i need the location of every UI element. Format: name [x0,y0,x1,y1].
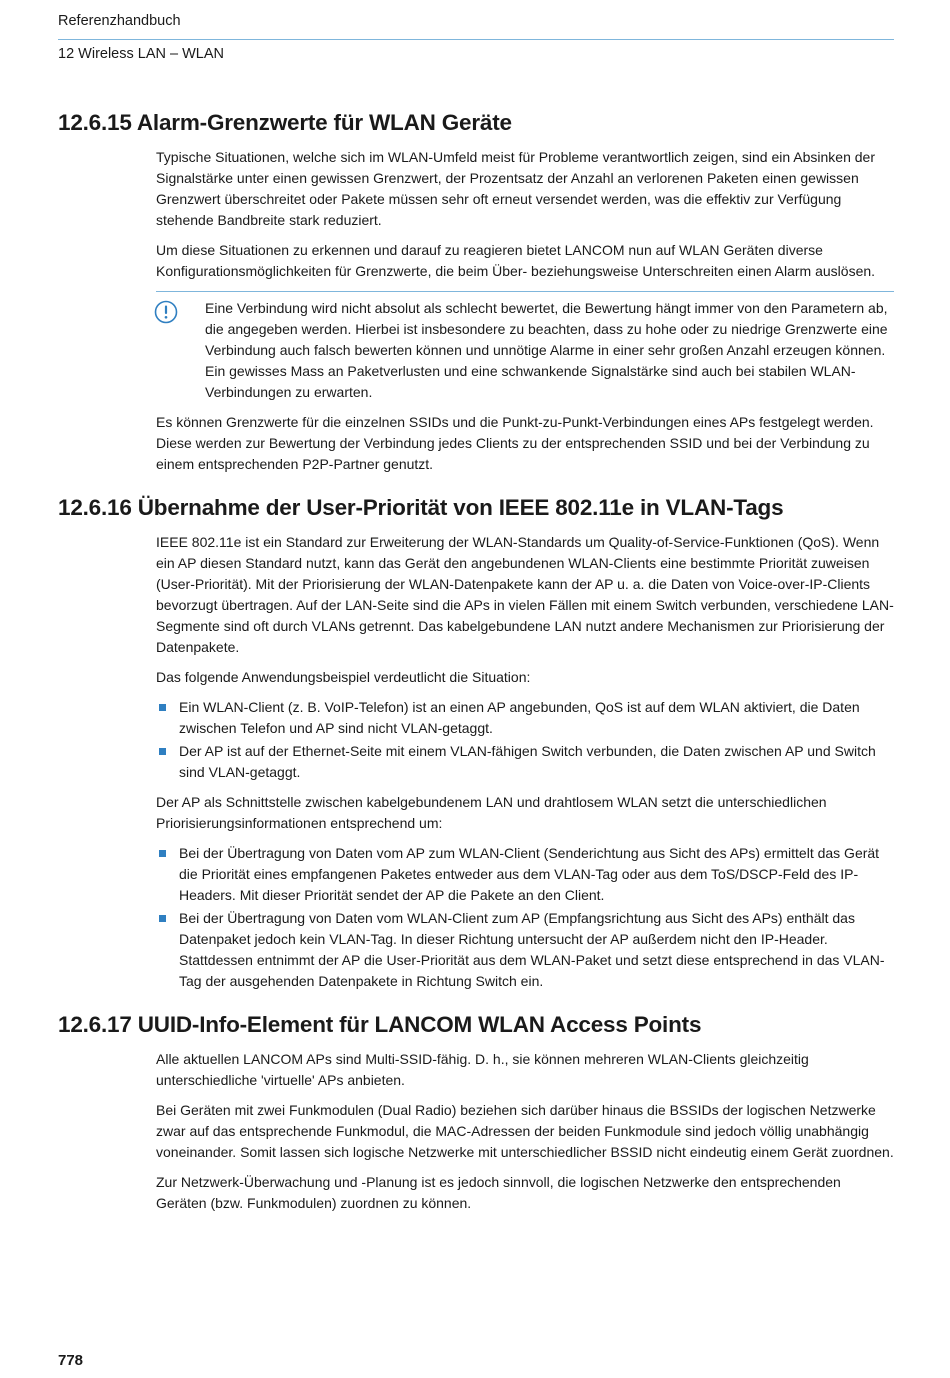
list-item [156,843,894,906]
list-item-text: Bei der Übertragung von Daten vom WLAN-Client zum AP (Empfangsrichtung aus Sicht des APs) enthält das Datenpaket jedoch kein VLAN-Tag. In dieser Richtung untersucht der AP außerdem nicht den IP-Header. Stattdessen entnimmt der AP die User-Priorität aus dem WLAN-Paket und setzt diese entsprechend in das VLAN-Tag der ausgehenden Datenpakete in Richtung Switch ein. [179,910,885,989]
page-number: 778 [58,1352,84,1369]
section-uuid-info-element [58,1010,894,1214]
paragraph: Alle aktuellen LANCOM APs sind Multi-SSID-fähig. D. h., sie können mehreren WLAN-Clients gleichzeitig unterschiedliche 'virtuelle' APs anbieten. [156,1051,809,1088]
note-text: Eine Verbindung wird nicht absolut als schlecht bewertet, die Bewertung hängt immer von den Parametern ab, die angegeben werden. Hierbei ist insbesondere zu beachten, dass zu hohe oder zu niedrige Grenzwerte eine Verbindung auch falsch bewerten können und unnötige Alarme in einer sehr großen Anzahl erzeugen können. Ein gewisses Mass an Paketverlusten und eine schwankende Signalstärke sind auch bei stabilen WLAN-Verbindungen zu erwarten. [205,300,888,400]
page-header [58,8,894,67]
section-heading: 12.6.15 Alarm-Grenzwerte für WLAN Geräte [58,110,512,135]
section-alarm-thresholds [58,108,894,475]
list-item-text: Ein WLAN-Client (z. B. VoIP-Telefon) ist an einen AP angebunden, QoS ist auf dem WLAN aktiviert, die Daten zwischen Telefon und AP sind nicht VLAN-getaggt. [179,699,860,736]
list-item [156,697,894,739]
chapter-title: 12 Wireless LAN – WLAN [58,46,224,62]
bullet-list [156,843,894,992]
paragraph: Das folgende Anwendungsbeispiel verdeutlicht die Situation: [156,669,531,685]
section-body [156,147,894,475]
bullet-list [156,697,894,783]
section-user-priority [58,493,894,992]
list-item [156,908,894,992]
paragraph: IEEE 802.11e ist ein Standard zur Erweiterung der WLAN-Standards um Quality-of-Service-Funktionen (QoS). Wenn ein AP diesen Standard nutzt, kann das Gerät den angebundenen WLAN-Clients eine bestimmte Priorität zuweisen (User-Priorität). Mit der Priorisierung der WLAN-Datenpakete kann der AP u. a. die Daten von Voice-over-IP-Clients bevorzugt übertragen. Auf der LAN-Seite sind die APs in vielen Fällen mit einem Switch verbunden, verschiedene LAN-Segmente sind oft durch VLANs getrennt. Das kabelgebundene LAN nutzt andere Mechanismen zur Priorisierung der Datenpakete. [156,534,894,655]
paragraph: Zur Netzwerk-Überwachung und -Planung ist es jedoch sinnvoll, die logischen Netzwerke den entsprechenden Geräten (bzw. Funkmodulen) zuordnen zu können. [156,1174,841,1211]
header-divider [58,39,894,40]
section-heading: 12.6.16 Übernahme der User-Priorität von IEEE 802.11e in VLAN-Tags [58,495,784,520]
paragraph: Bei Geräten mit zwei Funkmodulen (Dual Radio) beziehen sich darüber hinaus die BSSIDs der logischen Netzwerke zwar auf das entsprechende Funkmodul, die MAC-Adressen der beiden Funkmodule sind jedoch völlig unabhängig voneinander. Somit lassen sich logische Netzwerke mit unterschiedlicher BSSID nicht eindeutig einem Gerät zuordnen. [156,1102,894,1160]
document-title: Referenzhandbuch [58,13,181,29]
section-body [156,532,894,992]
list-item-text: Bei der Übertragung von Daten vom AP zum WLAN-Client (Senderichtung aus Sicht des APs) ermittelt das Gerät die Priorität eines empfangenen Paketes entweder aus dem VLAN-Tag oder aus dem ToS/DSCP-Feld des IP-Headers. Mit dieser Priorität sendet der AP die Pakete an den Client. [179,845,880,903]
paragraph: Der AP als Schnittstelle zwischen kabelgebundenem LAN und drahtlosem WLAN setzt die unterschiedlichen Priorisierungsinformationen entsprechend um: [156,794,827,831]
list-item-text: Der AP ist auf der Ethernet-Seite mit einem VLAN-fähigen Switch verbunden, die Daten zwischen AP und Switch sind VLAN-getaggt. [179,743,876,780]
warning-icon [154,300,178,324]
bullet-icon [159,850,166,857]
bullet-icon [159,748,166,755]
bullet-icon [159,915,166,922]
section-heading: 12.6.17 UUID-Info-Element für LANCOM WLAN Access Points [58,1012,702,1037]
page-content [58,108,894,1223]
paragraph: Es können Grenzwerte für die einzelnen SSIDs und die Punkt-zu-Punkt-Verbindungen eines APs festgelegt werden. Diese werden zur Bewertung der Verbindung jedes Clients zu der entsprechenden SSID und bei der Verbindung zu einem entsprechenden P2P-Partner genutzt. [156,414,874,472]
paragraph: Typische Situationen, welche sich im WLAN-Umfeld meist für Probleme verantwortlich zeigen, sind ein Absinken der Signalstärke unter einen gewissen Grenzwert, der Prozentsatz der Anzahl an verlorenen Paketen einen gewissen Grenzwert überschreitet oder Pakete müssen sehr oft erneut versendet werden, was die effektiv zur Verfügung stehende Bandbreite stark reduziert. [156,149,875,228]
note-box [156,291,894,403]
list-item [156,741,894,783]
bullet-icon [159,704,166,711]
section-body [156,1049,894,1214]
paragraph: Um diese Situationen zu erkennen und darauf zu reagieren bietet LANCOM nun auf WLAN Geräten diverse Konfigurationsmöglichkeiten für Grenzwerte, die beim Über- beziehungsweise Unterschreiten einen Alarm auslösen. [156,242,876,279]
